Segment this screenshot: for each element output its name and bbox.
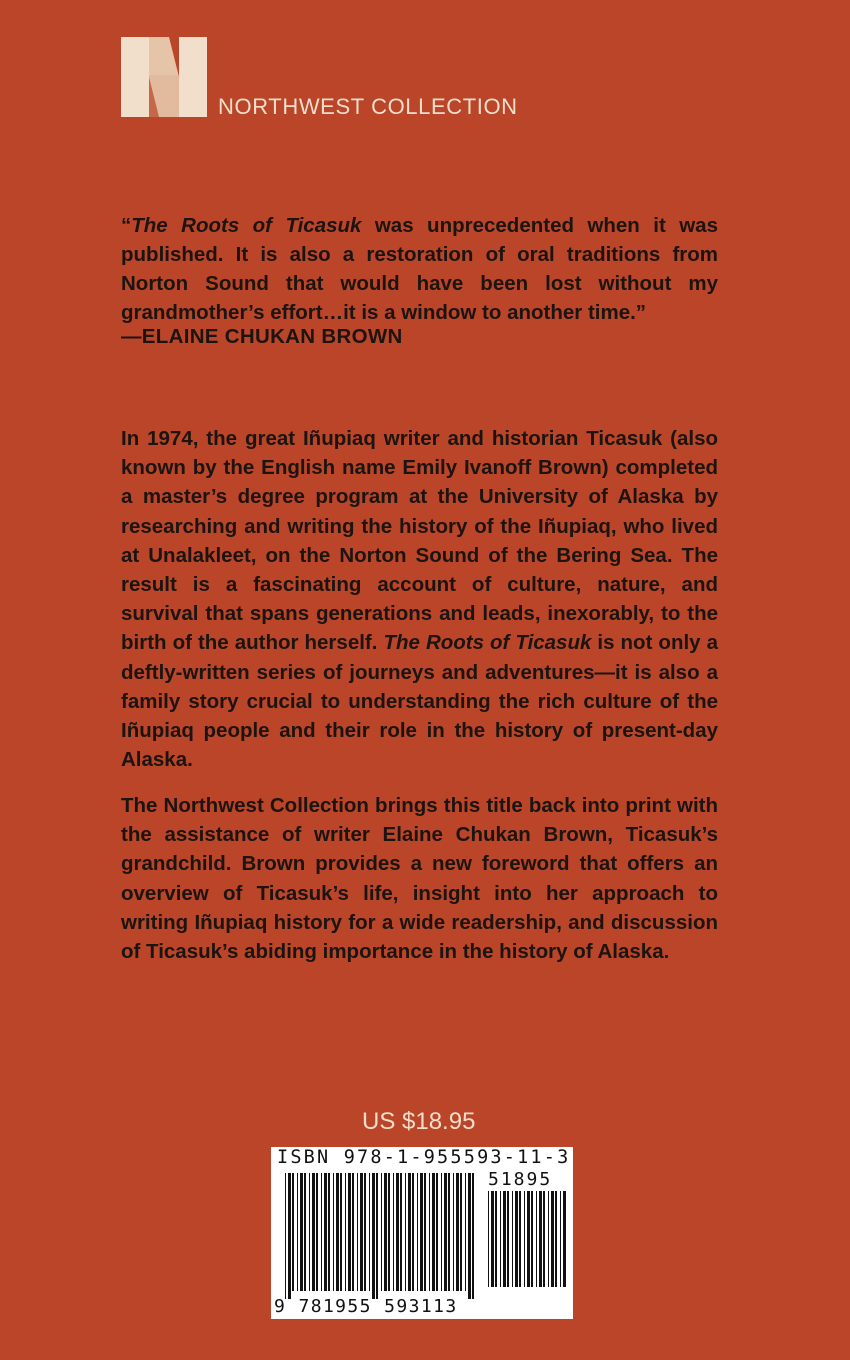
description-p1-start: In 1974, the great Iñupiaq writer and historian Ticasuk (also known by the English name Emily Ivanoff Brown) completed a master’s degree program at the University of Alaska by researching and writing the history of the Iñupiaq, who lived at Unalakleet, on the Norton Sound of the Bering Sea. The result is a fascinating account of culture, nature, and survival that spans generations and leads, inexorably, to the birth of the author herself.	[121, 427, 718, 655]
description-paragraph-2: The Northwest Collection brings this title back into print with the assistance of writer Elaine Chukan Brown, Ticasuk’s grandchild. Brown provides a new foreword that offers an overview of Ticasuk’s life, insight into her approach to writing Iñupiaq history for a wide readership, and discussion of Ticasuk’s abiding importance in the history of Alaska.	[121, 794, 718, 964]
description-p1-end: is not only a deftly-written series of journeys and adventures—it is also a family story crucial to understanding the rich culture of the Iñupiaq people and their role in the history of present-day Alaska.	[121, 631, 718, 772]
endorsement-quote	[121, 211, 718, 327]
publisher-logo-icon	[121, 37, 207, 117]
barcode-addon-number: 51895	[488, 1169, 553, 1190]
price-label: US $18.95	[362, 1108, 476, 1135]
ean13-barcode-bars	[285, 1173, 477, 1299]
quote-text: was unprecedented when it was published. It is also a restoration of oral traditions from Norton Sound that would have been lost without my grandmother’s effort…it is a window to another time.”	[121, 214, 718, 324]
quote-attribution: —ELAINE CHUKAN BROWN	[121, 325, 403, 348]
description-paragraph-1	[121, 424, 718, 774]
barcode-digits: 9 781955 593113	[274, 1296, 458, 1317]
quote-book-title: The Roots of Ticasuk	[131, 214, 362, 237]
description-book-title: The Roots of Ticasuk	[383, 631, 592, 655]
addon-barcode-bars	[488, 1191, 568, 1295]
isbn-number: ISBN 978-1-955593-11-3	[277, 1147, 571, 1168]
isbn-barcode	[271, 1147, 573, 1319]
quote-open-mark: “	[121, 214, 132, 237]
publisher-name: NORTHWEST COLLECTION	[218, 94, 518, 119]
